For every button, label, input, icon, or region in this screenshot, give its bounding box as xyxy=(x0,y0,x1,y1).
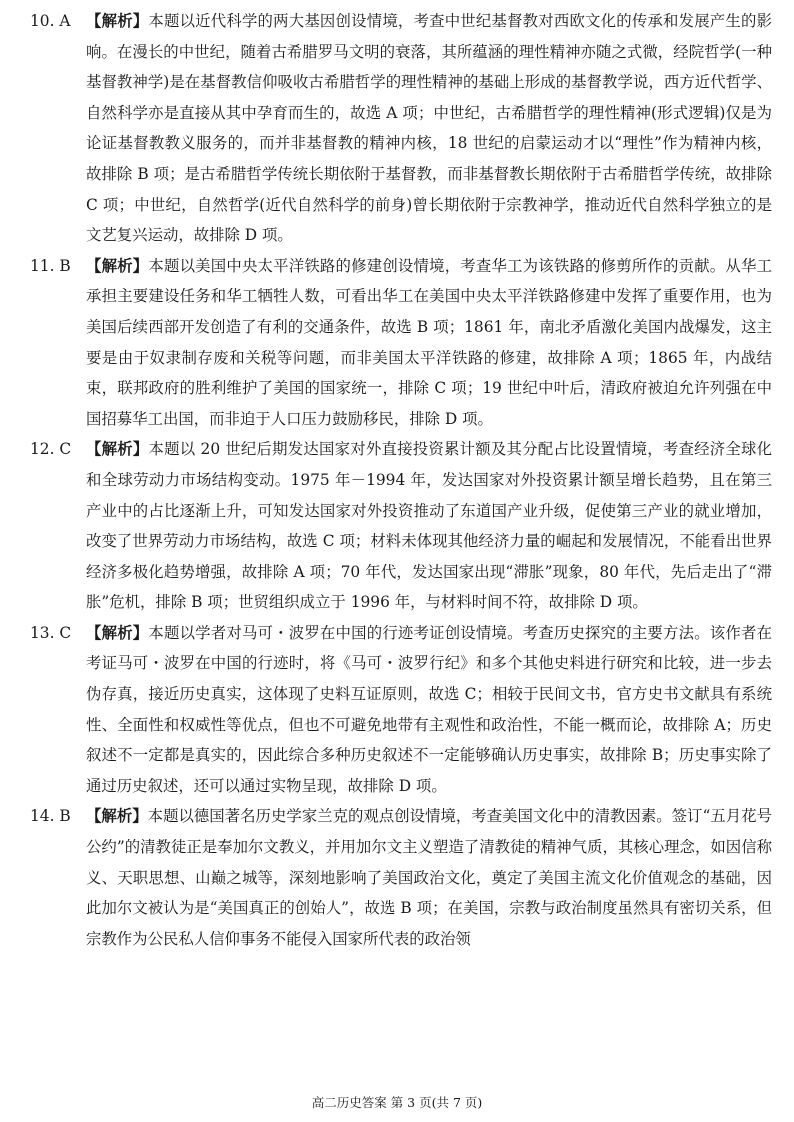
answer-item-11 xyxy=(30,251,772,435)
analysis-text: 本题以 20 世纪后期发达国家对外直接投资累计额及其分配占比设置情境，考查经济全球化和全球劳动力市场结构变动。1975 年－1994 年，发达国家对外投资累计额呈增长趋势，且在第三产业中的占比逐渐上升，可知发达国家对外投资推动了东道国产业升级，促使第三产业的就业增加，改变了世界劳动力市场结构，故选 C 项；材料未体现其他经济力量的崛起和发展情况，不能看出世界经济多极化趋势增强，故排除 A 项；70 年代，发达国家出现“滞胀”现象，80 年代，先后走出了“滞胀”危机，排除 B 项；世贸组织成立于 1996 年，与材料时间不符，故排除 D 项。 xyxy=(86,440,772,612)
answer-item-13 xyxy=(30,618,772,802)
answer-number: 11. B xyxy=(30,256,71,275)
answer-item-10 xyxy=(30,6,772,251)
analysis-tag: 【解析】 xyxy=(86,256,149,275)
answer-item-12 xyxy=(30,434,772,618)
answer-body xyxy=(86,618,772,802)
analysis-text: 本题以近代科学的两大基因创设情境，考查中世纪基督教对西欧文化的传承和发展产生的影响。在漫长的中世纪，随着古希腊罗马文明的衰落，其所蕴涵的理性精神亦随之式微，经院哲学(一种基督教神学)是在基督教信仰吸收古希腊哲学的理性精神的基础上形成的基督教学说，西方近代哲学、自然科学亦是直接从其中孕育而生的，故选 A 项；中世纪，古希腊哲学的理性精神(形式逻辑)仅是为论证基督教教义服务的，而并非基督教的精神内核，18 世纪的启蒙运动才以“理性”作为精神内核，故排除 B 项；是古希腊哲学传统长期依附于基督教，而非基督教长期依附于古希腊哲学传统，故排除 C 项；中世纪，自然哲学(近代自然科学的前身)曾长期依附于宗教神学，推动近代自然科学独立的是文艺复兴运动，故排除 D 项。 xyxy=(86,12,772,245)
analysis-tag: 【解析】 xyxy=(86,623,149,642)
analysis-text: 本题以德国著名历史学家兰克的观点创设情境，考查美国文化中的清教因素。签订“五月花号公约”的清教徒正是奉加尔文教义，并用加尔文主义塑造了清教徒的精神气质，其核心理念，如因信称义、天职思想、山巅之城等，深刻地影响了美国政治文化，奠定了美国主流文化价值观念的基础，因此加尔文被认为是“美国真正的创始人”，故选 B 项；在美国，宗教与政治制度虽然具有密切关系，但宗教作为公民私人信仰事务不能侵入国家所代表的政治领 xyxy=(86,807,772,948)
answer-number: 12. C xyxy=(30,440,72,459)
analysis-text: 本题以美国中央太平洋铁路的修建创设情境，考查华工为该铁路的修剪所作的贡献。从华工承担主要建设任务和华工牺牲人数，可看出华工在美国中央太平洋铁路修建中发挥了重要作用，也为美国后续西部开发创造了有利的交通条件，故选 B 项；1861 年，南北矛盾激化美国内战爆发，这主要是由于奴隶制存废和关税等问题，而非美国太平洋铁路的修建，故排除 A 项；1865 年，内战结束，联邦政府的胜利维护了美国的国家统一，排除 C 项；19 世纪中叶后，清政府被迫允许列强在中国招募华工出国，而非迫于人口压力鼓励移民，排除 D 项。 xyxy=(86,256,772,428)
answer-number: 13. C xyxy=(30,623,72,642)
answer-list xyxy=(30,6,772,954)
answer-body xyxy=(86,801,772,954)
answer-number: 14. B xyxy=(30,807,71,826)
analysis-tag: 【解析】 xyxy=(86,807,148,826)
analysis-text: 本题以学者对马可・波罗在中国的行迹考证创设情境。考查历史探究的主要方法。该作者在考证马可・波罗在中国的行迹时，将《马可・波罗行纪》和多个其他史料进行研究和比较，进一步去伪存真，接近历史真实，这体现了史料互证原则，故选 C；相较于民间文书，官方史书文献具有系统性、全面性和权威性等优点，但也不可避免地带有主观性和政治性，不能一概而论，故排除 A；历史叙述不一定都是真实的，因此综合多种历史叙述不一定能够确认历史事实，故排除 B；历史事实除了通过历史叙述，还可以通过实物呈现，故排除 D 项。 xyxy=(86,623,772,795)
answer-body xyxy=(86,6,772,251)
answer-body xyxy=(86,434,772,618)
answer-number: 10. A xyxy=(30,12,71,30)
analysis-tag: 【解析】 xyxy=(86,12,149,30)
answer-body xyxy=(86,251,772,435)
page-footer: 高二历史答案 第 3 页(共 7 页) xyxy=(311,1095,483,1110)
analysis-tag: 【解析】 xyxy=(86,440,149,459)
answer-item-14 xyxy=(30,801,772,954)
